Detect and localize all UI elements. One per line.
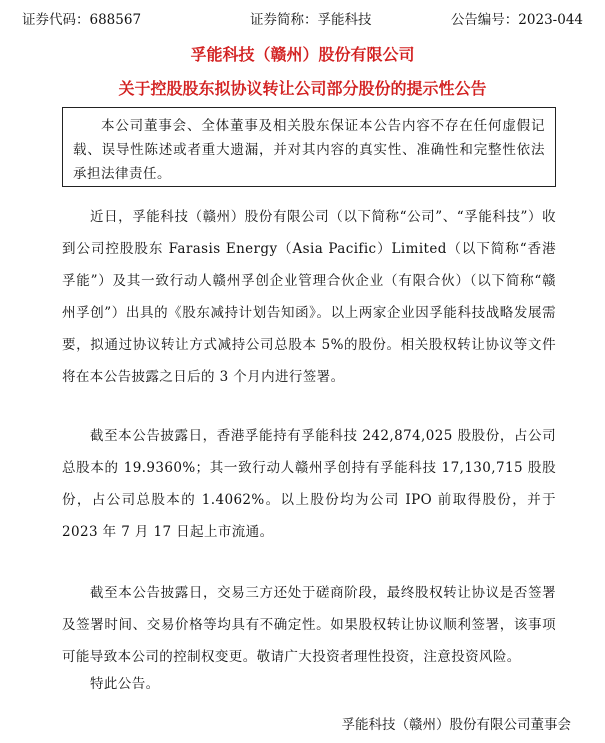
- announcement-title: 关于控股股东拟协议转让公司部分股份的提示性公告: [118, 79, 487, 98]
- paragraph-intro: 近日，孚能科技（赣州）股份有限公司（以下简称“公司”、“孚能科技”）收到公司控股股东 Farasis Energy（Asia Pacific）Limited（以下简称“香港孚能”）及其一致行动人赣州孚创企业管理合伙企业（有限合伙）（以下简称“赣州孚创”）出具的《股东减持计划告知函》。以上两家企业因孚能科技战略发展需要，拟通过协议转让方式减持公司总股本 5%的股份。相关股权转让协议等文件将在本公告披露之日后的 3 个月内进行签署。: [62, 209, 556, 385]
- paragraph-shareholding: 截至本公告披露日，香港孚能持有孚能科技 242,874,025 股股份，占公司总股本的 19.9360%；其一致行动人赣州孚创持有孚能科技 17,130,715 股股份，占公司总股本的 1.4062%。以上股份均为公司 IPO 前取得股份，并于 2023 年 7 月 17 日起上市流通。: [62, 428, 556, 540]
- company-title: 孚能科技（赣州）股份有限公司: [190, 45, 415, 64]
- security-code: 证券代码：688567: [22, 12, 142, 28]
- announcement-header: [22, 10, 583, 30]
- board-signature: 孚能科技（赣州）股份有限公司董事会: [341, 717, 571, 733]
- board-guarantee-notice: 本公司董事会、全体董事及相关股东保证本公告内容不存在任何虚假记载、误导性陈述或者重大遗漏，并对其内容的真实性、准确性和完整性依法承担法律责任。: [62, 107, 556, 187]
- announcement-number: 公告编号：2023-044: [450, 12, 583, 28]
- paragraph-risk-warning: 截至本公告披露日，交易三方还处于磋商阶段，最终股权转让协议是否签署及签署时间、交易价格等均具有不确定性。如果股权转让协议顺利签署，该事项可能导致本公司的控制权变更。敬请广大投资者理性投资，注意投资风险。: [62, 585, 556, 665]
- security-abbreviation: 证券简称：孚能科技: [250, 12, 372, 28]
- paragraph-closing: 特此公告。: [90, 676, 160, 692]
